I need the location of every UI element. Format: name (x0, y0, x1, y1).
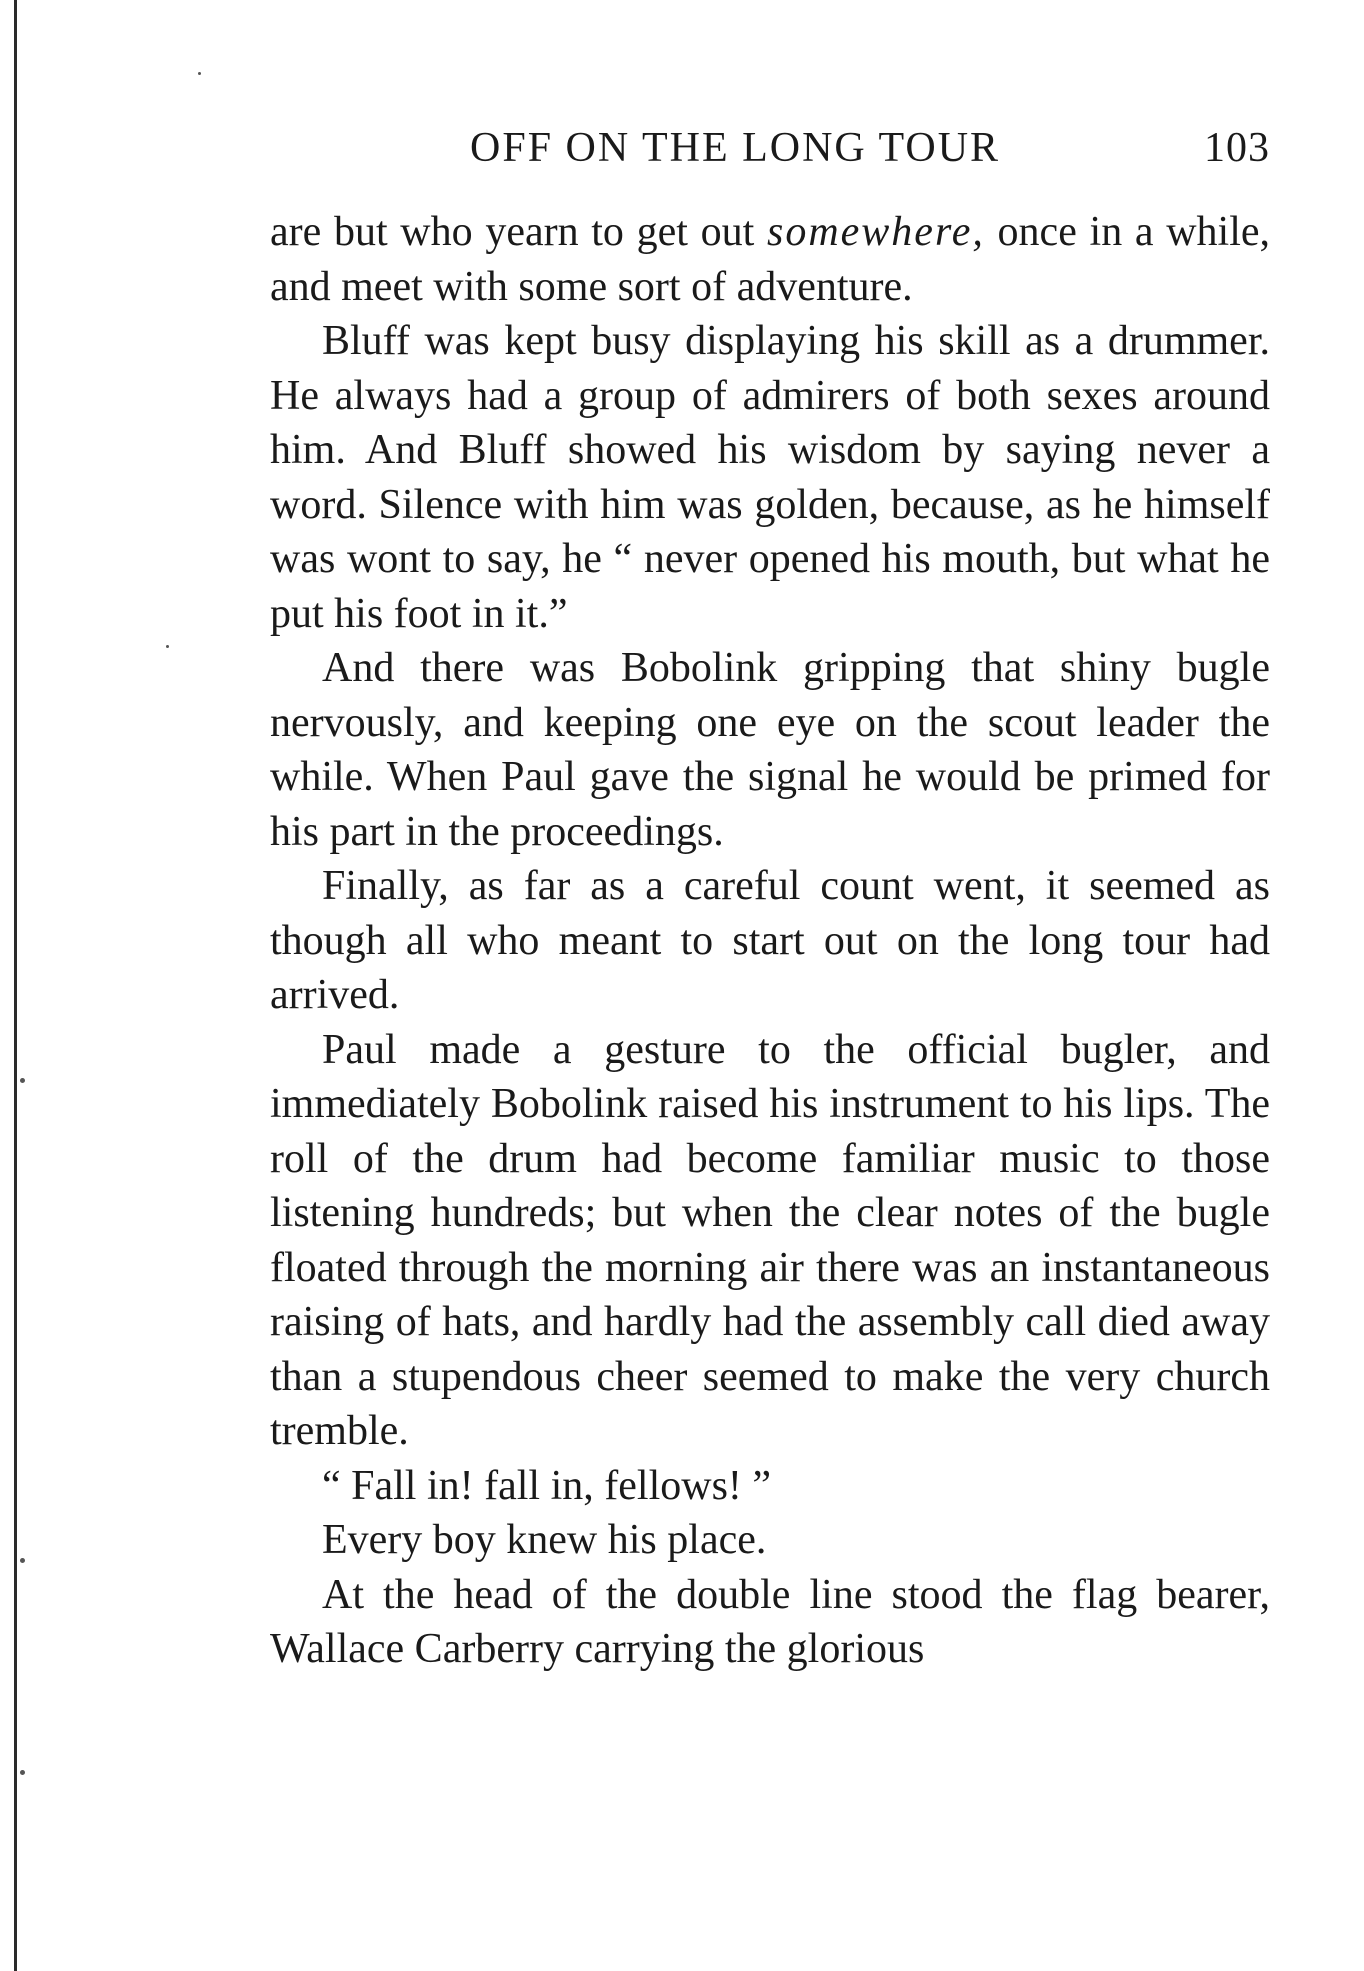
scan-speck (198, 72, 201, 75)
page-header (270, 124, 1270, 184)
scan-speck (20, 1078, 25, 1083)
body-text (270, 205, 1270, 1677)
binding-edge (14, 0, 17, 1971)
scan-speck (20, 1558, 25, 1563)
scan-speck (166, 645, 169, 648)
paragraph: Bluff was kept busy displaying his skill as a drummer. He always had a group of admirers of both sexes around him. And Bluff showed his wisdom by saying never a word. Silence with him was golden, because, as he himself was wont to say, he “ never opened his mouth, but what he put his foot in it.” (270, 318, 1270, 637)
page-number: 103 (1204, 125, 1270, 171)
paragraph: Every boy knew his place. (322, 1517, 767, 1563)
paragraph: “ Fall in! fall in, fellows! ” (322, 1462, 772, 1509)
paragraph: And there was Bobolink gripping that shiny bugle nervously, and keeping one eye on the scout leader the while. When Paul gave the signal he would be primed for his part in the proceedings. (270, 645, 1270, 855)
paragraph: At the head of the double line stood the flag bearer, Wallace Carberry carrying the glorious (270, 1571, 1270, 1672)
paragraph: Paul made a gesture to the official bugler, and immediately Bobolink raised his instrument to his lips. The roll of the drum had become familiar music to those listening hundreds; but when the clear notes of the bugle floated through the morning air there was an instantaneous raising of hats, and hardly had the assembly call died away than a stupendous cheer seemed to make the very church tremble. (270, 1026, 1270, 1454)
running-head: OFF ON THE LONG TOUR (470, 125, 1001, 171)
scan-speck (20, 1770, 25, 1775)
paragraph: Finally, as far as a careful count went, it seemed as though all who meant to start out on the long tour had arrived. (270, 863, 1270, 1018)
paragraph: are but who yearn to get out somewhere, once in a while, and meet with some sort of adventure. (270, 209, 1271, 310)
italic-emphasis: somewhere, (766, 209, 985, 255)
